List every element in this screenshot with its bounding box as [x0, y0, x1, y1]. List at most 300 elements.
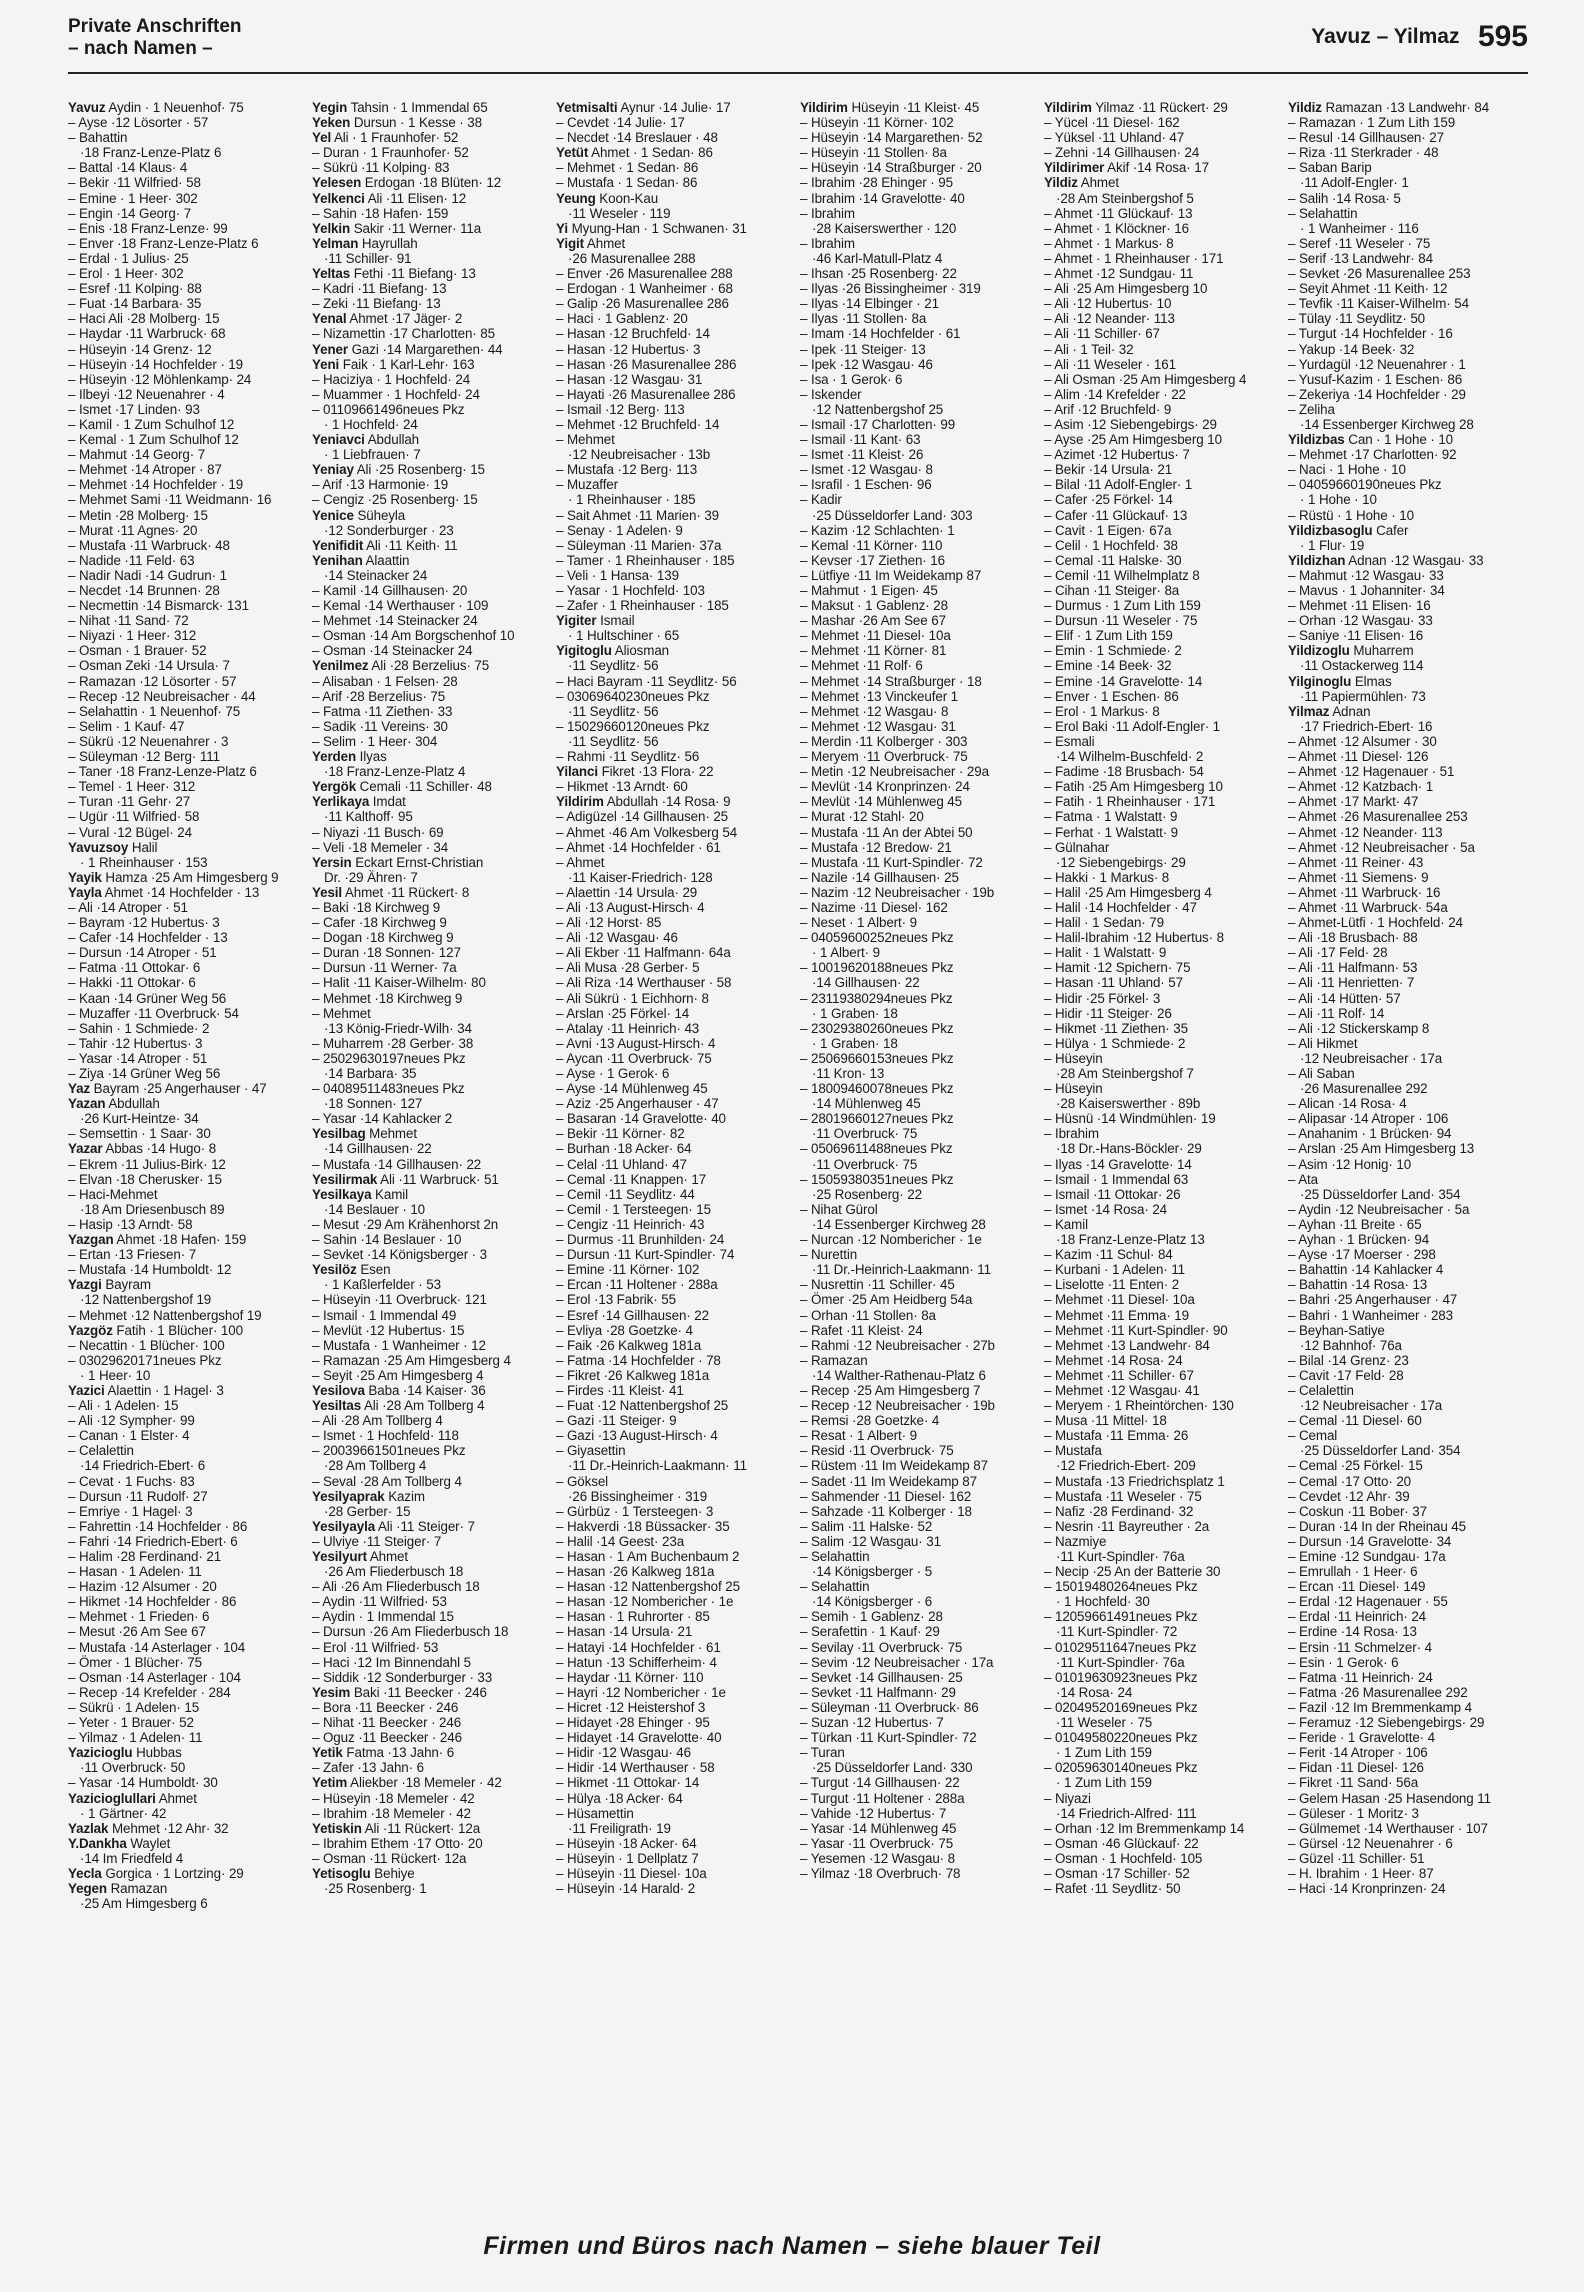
- directory-entry: ·28 Am Tollberg 4: [324, 1458, 427, 1474]
- directory-entry: – Alaettin ·14 Ursula· 29: [556, 884, 698, 900]
- directory-entry: – Bahattin ·14 Kahlacker 4: [1288, 1262, 1444, 1278]
- directory-entry: – Mehmet ·14 Steinacker 24: [312, 613, 478, 629]
- directory-entry: ·25 Düsseldorfer Land· 303: [812, 507, 973, 523]
- directory-entry: – Zafer · 1 Rheinhauser · 185: [556, 598, 729, 614]
- directory-entry: Yeung Koon-Kau: [556, 190, 659, 206]
- directory-entry: – Mehmet ·17 Charlotten· 92: [1288, 447, 1457, 463]
- directory-entry: ·12 Friedrich-Ebert· 209: [1056, 1458, 1196, 1474]
- directory-entry: ·13 König-Friedr-Wilh· 34: [324, 1020, 472, 1036]
- directory-entry: – Mehmet ·12 Wasgau· 31: [800, 718, 956, 734]
- directory-entry: – Zekeriya ·14 Hochfelder · 29: [1288, 386, 1466, 402]
- directory-entry: – Ayse ·12 Lösorter · 57: [68, 115, 209, 131]
- directory-entry: – Ahmet ·12 Neander· 113: [1288, 824, 1443, 840]
- directory-entry: – Ramazan ·12 Lösorter · 57: [68, 673, 237, 689]
- directory-entry: – 01109661496neues Pkz: [312, 401, 465, 417]
- directory-entry: – Aydin ·11 Wilfried· 53: [312, 1594, 447, 1610]
- directory-entry: – Firdes ·11 Kleist· 41: [556, 1382, 684, 1398]
- directory-entry: – Duran · 1 Fraunhofer· 52: [312, 145, 469, 161]
- directory-entry: – Haci · 1 Gablenz· 20: [556, 311, 688, 327]
- directory-entry: – Osman ·14 Asterlager · 104: [68, 1669, 241, 1685]
- directory-entry: Yenifidit Ali ·11 Keith· 11: [312, 537, 458, 553]
- directory-entry: – Saban Barip: [1288, 160, 1372, 176]
- directory-entry: – Dursun ·11 Weseler · 75: [1044, 613, 1198, 629]
- directory-entry: – Ayhan · 1 Brücken· 94: [1288, 1232, 1430, 1248]
- directory-entry: – Anahanim · 1 Brücken· 94: [1288, 1126, 1452, 1142]
- directory-entry: Yesilyaprak Kazim: [312, 1488, 425, 1504]
- directory-entry: – Ali ·13 August-Hirsch· 4: [556, 899, 705, 915]
- directory-entry: – Gülmemet ·14 Werthauser · 107: [1288, 1820, 1488, 1836]
- directory-entry: – Erol ·13 Fabrik· 55: [556, 1292, 676, 1308]
- directory-entry: – Nazime ·11 Diesel· 162: [800, 899, 948, 915]
- directory-entry: – Cemal ·11 Knappen· 17: [556, 1171, 707, 1187]
- directory-entry: – Zeliha: [1288, 401, 1335, 417]
- directory-entry: – Metin ·28 Molberg· 15: [68, 507, 208, 523]
- directory-entry: ·11 Overbruck· 75: [812, 1156, 918, 1172]
- directory-entry: · 1 Kaßlerfelder · 53: [324, 1277, 441, 1293]
- directory-entry: – Mustafa · 1 Wanheimer · 12: [312, 1337, 486, 1353]
- directory-entry: – Kemal ·11 Körner· 110: [800, 537, 943, 553]
- directory-entry: – Ismail ·11 Kant· 63: [800, 432, 921, 448]
- directory-entry: – Riza ·11 Sterkrader · 48: [1288, 145, 1439, 161]
- directory-entry: ·18 Sonnen· 127: [324, 1096, 423, 1112]
- directory-entry: ·25 Düsseldorfer Land· 330: [812, 1760, 973, 1776]
- directory-entry: ·28 Kaiserswerther · 89b: [1056, 1096, 1201, 1112]
- directory-entry: – Gazi ·13 August-Hirsch· 4: [556, 1428, 718, 1444]
- directory-entry: ·25 Düsseldorfer Land· 354: [1300, 1443, 1461, 1459]
- directory-entry: – 04059660190neues Pkz: [1288, 477, 1442, 493]
- directory-entry: – Ali ·12 Neander· 113: [1044, 311, 1175, 327]
- directory-entry: – 02059630140neues Pkz: [1044, 1760, 1198, 1776]
- directory-entry: – Recep ·12 Neubreisacher · 44: [68, 688, 256, 704]
- directory-entry: – Ibrahim ·28 Ehinger · 95: [800, 175, 953, 191]
- directory-entry: – Mustafa ·12 Bredow· 21: [800, 839, 952, 855]
- directory-entry: – Turgut ·14 Hochfelder · 16: [1288, 326, 1453, 342]
- directory-entry: – Nazile ·14 Gillhausen· 25: [800, 869, 959, 885]
- directory-entry: ·11 Overbruck· 50: [80, 1760, 186, 1776]
- directory-entry: Yazan Abdullah: [68, 1096, 160, 1112]
- directory-entry: – Ali ·12 Wasgau· 46: [556, 930, 678, 946]
- directory-entry: – Ahmet ·11 Warbruck· 54a: [1288, 899, 1448, 915]
- directory-entry: – Emrullah · 1 Heer· 6: [1288, 1564, 1418, 1580]
- directory-entry: – Mahmut ·14 Georg· 7: [68, 447, 206, 463]
- directory-entry: – Osman ·14 Steinacker 24: [312, 643, 473, 659]
- directory-entry: – Haydar ·11 Warbruck· 68: [68, 326, 226, 342]
- directory-entry: – Nazmiye: [1044, 1533, 1107, 1549]
- directory-entry: ·11 Freiligrath· 19: [568, 1820, 671, 1836]
- directory-entry: – Seval ·28 Am Tollberg 4: [312, 1473, 462, 1489]
- directory-entry: Yenilmez Ali ·28 Berzelius· 75: [312, 658, 490, 674]
- directory-entry: ·14 Walther-Rathenau-Platz 6: [812, 1367, 986, 1383]
- directory-entry: – Ismet ·17 Linden· 93: [68, 401, 200, 417]
- directory-entry: – Yasar ·14 Atroper · 51: [68, 1050, 208, 1066]
- directory-entry: – Mehmet ·14 Straßburger · 18: [800, 673, 982, 689]
- directory-entry: – Recep ·12 Neubreisacher · 19b: [800, 1398, 995, 1414]
- directory-entry: – Hüseyin ·14 Harald· 2: [556, 1881, 696, 1897]
- directory-entry: ·12 Nattenbergshof 19: [80, 1292, 212, 1308]
- page-number: 595: [1477, 20, 1528, 53]
- directory-entry: – Veli · 1 Hansa· 139: [556, 567, 679, 583]
- directory-entry: – Ömer · 1 Blücher· 75: [68, 1654, 202, 1670]
- directory-entry: – Ali ·12 Horst· 85: [556, 915, 662, 931]
- directory-entry: – Adigüzel ·14 Gillhausen· 25: [556, 809, 729, 825]
- directory-entry: – Ali ·17 Feld· 28: [1288, 945, 1388, 961]
- directory-entry: – Fatih · 1 Rheinhauser · 171: [1044, 794, 1216, 810]
- directory-entry: – Ihsan ·25 Rosenberg· 22: [800, 266, 957, 282]
- directory-entry: – Cafer ·25 Förkel· 14: [1044, 492, 1173, 508]
- directory-entry: · 1 Hochfeld· 30: [1056, 1594, 1150, 1610]
- directory-entry: – Ibrahim Ethem ·17 Otto· 20: [312, 1835, 483, 1851]
- directory-entry: – Kaan ·14 Grüner Weg 56: [68, 990, 227, 1006]
- directory-entry: – Yilmaz · 1 Adelen· 11: [68, 1730, 203, 1746]
- directory-entry: – Mehmet ·12 Wasgau· 41: [1044, 1382, 1200, 1398]
- directory-entry: Yazar Abbas ·14 Hugo· 8: [68, 1141, 217, 1157]
- directory-entry: – Ayse ·14 Mühlenweg 45: [556, 1081, 708, 1097]
- directory-entry: – Vahide ·12 Hubertus· 7: [800, 1805, 947, 1821]
- directory-entry: Yi Myung-Han · 1 Schwanen· 31: [556, 220, 747, 236]
- directory-entry: – Ilbeyi ·12 Neuenahrer · 4: [68, 386, 225, 402]
- directory-entry: – Hüsnü ·14 Windmühlen· 19: [1044, 1111, 1216, 1127]
- directory-entry: Yesilirmak Ali ·11 Warbruck· 51: [312, 1171, 499, 1187]
- directory-entry: – 12059661491neues Pkz: [1044, 1609, 1198, 1625]
- directory-entry: – Yüksel ·11 Uhland· 47: [1044, 130, 1185, 146]
- directory-entry: ·14 Im Friedfeld 4: [80, 1850, 184, 1866]
- directory-entry: – Hazim ·12 Alsumer · 20: [68, 1579, 217, 1595]
- directory-entry: – Necip ·25 An der Batterie 30: [1044, 1564, 1221, 1580]
- directory-entry: – Rahmi ·11 Seydlitz· 56: [556, 749, 700, 765]
- directory-entry: – Nurettin: [800, 1247, 858, 1263]
- directory-entry: – Ahmet ·11 Warbruck· 16: [1288, 884, 1441, 900]
- directory-entry: ·14 Steinacker 24: [324, 567, 428, 583]
- directory-entry: – Mehmet ·13 Vinckeufer 1: [800, 688, 959, 704]
- directory-entry: – Cemal: [1288, 1428, 1338, 1444]
- directory-entry: Yelman Hayrullah: [312, 235, 418, 251]
- directory-entry: – Recep ·14 Krefelder · 284: [68, 1684, 231, 1700]
- directory-entry: – Ahmet ·11 Siemens· 9: [1288, 869, 1429, 885]
- directory-entry: – Esref ·14 Gillhausen· 22: [556, 1307, 709, 1323]
- directory-entry: Yildirim Yilmaz ·11 Rückert· 29: [1044, 100, 1228, 115]
- directory-entry: – Ahmet · 1 Markus· 8: [1044, 235, 1174, 251]
- directory-entry: – Emine ·11 Körner· 102: [556, 1262, 700, 1278]
- directory-entry: – Sevim ·12 Neubreisacher · 17a: [800, 1654, 994, 1670]
- directory-entry: – Mustafa ·11 An der Abtei 50: [800, 824, 973, 840]
- directory-entry: – Mehmet ·11 Kurt-Spindler· 90: [1044, 1322, 1228, 1338]
- directory-entry: – Naci · 1 Hohe · 10: [1288, 462, 1406, 478]
- directory-entry: – Aycan ·11 Overbruck· 75: [556, 1050, 712, 1066]
- directory-entry: – Rafet ·11 Seydlitz· 50: [1044, 1881, 1181, 1897]
- directory-entry: – Mehmet · 1 Sedan· 86: [556, 160, 699, 176]
- directory-entry: – Enver · 1 Eschen· 86: [1044, 688, 1179, 704]
- directory-entry: – Kamil: [1044, 1216, 1088, 1232]
- directory-entry: – Mesut ·26 Am See 67: [68, 1624, 206, 1640]
- directory-entry: – Cemil · 1 Tersteegen· 15: [556, 1201, 711, 1217]
- directory-entry: – Ali ·12 Hubertus· 10: [1044, 296, 1172, 312]
- directory-entry: – Dursun ·14 Gravelotte· 34: [1288, 1533, 1452, 1549]
- directory-entry: – Serafettin · 1 Kauf· 29: [800, 1624, 940, 1640]
- directory-entry: – Fidan ·11 Diesel· 126: [1288, 1760, 1424, 1776]
- directory-entry: – Ali ·26 Am Fliederbusch 18: [312, 1579, 480, 1595]
- directory-entry: – Orhan ·12 Im Bremmenkamp 14: [1044, 1820, 1245, 1836]
- directory-entry: Yeken Dursun · 1 Kesse · 38: [312, 115, 482, 131]
- directory-entry: – Turgut ·14 Gillhausen· 22: [800, 1775, 960, 1791]
- directory-entry: – 18009460078neues Pkz: [800, 1081, 954, 1097]
- directory-entry: Yenal Ahmet ·17 Jäger· 2: [312, 311, 463, 327]
- directory-entry: – Halit · 1 Walstatt· 9: [1044, 945, 1167, 961]
- directory-entry: – Ahmet ·12 Alsumer · 30: [1288, 733, 1437, 749]
- directory-entry: – Mustafa ·14 Humboldt· 12: [68, 1262, 232, 1278]
- directory-entry: – Ömer ·25 Am Heidberg 54a: [800, 1292, 973, 1308]
- directory-entry: – Arif ·28 Berzelius· 75: [312, 688, 446, 704]
- directory-entry: – Ayhan ·11 Breite · 65: [1288, 1216, 1422, 1232]
- directory-entry: · 1 Rheinhauser · 185: [568, 492, 696, 508]
- directory-entry: ·11 Kurt-Spindler· 72: [1056, 1624, 1178, 1640]
- directory-entry: Yesilova Baba ·14 Kaiser· 36: [312, 1382, 486, 1398]
- directory-entry: ·26 Masurenallee 292: [1300, 1081, 1428, 1097]
- directory-entry: – Zafer ·13 Jahn· 6: [312, 1760, 424, 1776]
- directory-entry: – Hikmet ·11 Ziethen· 35: [1044, 1020, 1188, 1036]
- directory-entry: ·14 Essenberger Kirchweg 28: [1300, 416, 1474, 432]
- directory-entry: – Haci ·12 Im Binnendahl 5: [312, 1654, 471, 1670]
- directory-entry: – Sahin ·18 Hafen· 159: [312, 205, 449, 221]
- directory-entry: – Cemil ·11 Wilhelmplatz 8: [1044, 567, 1200, 583]
- directory-entry: – Ali · 1 Adelen· 15: [68, 1398, 179, 1414]
- section-title-line1: Private Anschriften: [68, 16, 242, 37]
- directory-entry: – Maksut · 1 Gablenz· 28: [800, 598, 948, 614]
- directory-entry: – Rüstü · 1 Hohe · 10: [1288, 507, 1414, 523]
- directory-entry: – Erdine ·14 Rosa· 13: [1288, 1624, 1417, 1640]
- directory-entry: · 1 Liebfrauen· 7: [324, 447, 421, 463]
- directory-entry: – Yesemen ·12 Wasgau· 8: [800, 1850, 956, 1866]
- directory-entry: – 15019480264neues Pkz: [1044, 1579, 1198, 1595]
- directory-entry: – Yücel ·11 Diesel· 162: [1044, 115, 1180, 131]
- directory-entry: – Ferit ·14 Atroper · 106: [1288, 1745, 1428, 1761]
- directory-entry: ·11 Ostackerweg 114: [1300, 658, 1424, 674]
- directory-entry: – Nihat Gürol: [800, 1201, 878, 1217]
- directory-entry: – Sahmender ·11 Diesel· 162: [800, 1488, 972, 1504]
- directory-entry: – Cemal ·17 Otto· 20: [1288, 1473, 1412, 1489]
- directory-entry: – Ali Ekber ·11 Halfmann· 64a: [556, 945, 731, 961]
- directory-entry: – Dursun ·11 Rudolf· 27: [68, 1488, 208, 1504]
- directory-entry: – Hatayi ·14 Hochfelder · 61: [556, 1639, 721, 1655]
- directory-entry: – Necdet ·14 Brunnen· 28: [68, 583, 220, 598]
- directory-entry: – Hicret ·12 Heistershof 3: [556, 1699, 706, 1715]
- directory-entry: – Mustafa ·11 Weseler · 75: [1044, 1488, 1202, 1504]
- directory-entry: – Asim ·12 Honig· 10: [1288, 1156, 1412, 1172]
- directory-entry: – Hüseyin ·14 Margarethen· 52: [800, 130, 983, 146]
- directory-entry: – Arslan ·25 Am Himgesberg 13: [1288, 1141, 1475, 1157]
- directory-entry: – Emine · 1 Heer· 302: [68, 190, 198, 206]
- directory-entry: – Mustafa ·14 Gillhausen· 22: [312, 1156, 482, 1172]
- directory-entry: – Ali ·11 Schiller· 67: [1044, 326, 1160, 342]
- directory-entry: – Nadide ·11 Feld· 63: [68, 552, 195, 568]
- directory-entry: – Engin ·14 Georg· 7: [68, 205, 192, 221]
- directory-entry: – 23119380294neues Pkz: [800, 990, 953, 1006]
- directory-entry: – Bayram ·12 Hubertus· 3: [68, 915, 220, 931]
- directory-entry: – Hidir ·25 Förkel· 3: [1044, 990, 1161, 1006]
- directory-entry: – Ali ·25 Am Himgesberg 10: [1044, 281, 1208, 297]
- directory-entry: Yeniavci Abdullah: [312, 432, 420, 448]
- directory-entry: – Cevdet ·12 Ahr· 39: [1288, 1488, 1410, 1504]
- directory-entry: – Ismet · 1 Hochfeld· 118: [312, 1428, 459, 1444]
- directory-entry: – Haciziya · 1 Hochfeld· 24: [312, 371, 471, 387]
- directory-entry: – Halil-Ibrahim ·12 Hubertus· 8: [1044, 930, 1224, 946]
- directory-entry: – Ipek ·11 Steiger· 13: [800, 341, 926, 357]
- directory-entry: – Feramuz ·12 Siebengebirgs· 29: [1288, 1715, 1485, 1731]
- directory-entry: – Bahattin ·14 Rosa· 13: [1288, 1277, 1428, 1293]
- directory-entry: – Selim · 1 Kauf· 47: [68, 718, 185, 734]
- directory-entry: – Ahmet ·12 Hagenauer · 51: [1288, 764, 1455, 780]
- directory-entry: – Cafer ·14 Hochfelder · 13: [68, 930, 228, 946]
- directory-entry: – Hüseyin ·14 Grenz· 12: [68, 341, 212, 357]
- directory-entry: – Cemal ·11 Diesel· 60: [1288, 1413, 1422, 1429]
- directory-entry: · 1 Hochfeld· 24: [324, 416, 418, 432]
- directory-entry: · 1 Hohe · 10: [1300, 492, 1377, 508]
- directory-entry: ·28 Am Steinbergshof 7: [1056, 1066, 1194, 1081]
- directory-entry: ·18 Franz-Lenze-Platz 4: [324, 764, 466, 780]
- directory-entry: – Erdogan · 1 Wanheimer · 68: [556, 281, 733, 297]
- directory-entry: Yildirim Abdullah ·14 Rosa· 9: [556, 794, 731, 810]
- directory-entry: – 25029630197neues Pkz: [312, 1050, 466, 1066]
- directory-entry: – Siddik ·12 Sonderburger · 33: [312, 1669, 493, 1685]
- directory-entry: – Halil ·25 Am Himgesberg 4: [1044, 884, 1212, 900]
- directory-entry: ·26 Bissingheimer · 319: [568, 1488, 708, 1504]
- directory-entry: ·25 Rosenberg· 1: [324, 1881, 427, 1897]
- directory-entry: Yilmaz Adnan: [1288, 703, 1371, 719]
- directory-entry: – Turan: [800, 1745, 845, 1761]
- directory-entry: – Alisaban · 1 Felsen· 28: [312, 673, 458, 689]
- directory-entry: – Fuat ·14 Barbara· 35: [68, 296, 202, 312]
- directory-entry: – Selahattin: [800, 1549, 870, 1564]
- directory-entry: ·25 Düsseldorfer Land· 354: [1300, 1186, 1461, 1202]
- directory-entry: – Nazim ·12 Neubreisacher · 19b: [800, 884, 995, 900]
- directory-entry: – Ahmet ·11 Glückauf· 13: [1044, 205, 1193, 221]
- directory-entry: – Israfil · 1 Eschen· 96: [800, 477, 932, 493]
- directory-entry: – Ismail ·17 Charlotten· 99: [800, 416, 956, 432]
- directory-entry: – Durmus ·11 Brunhilden· 24: [556, 1232, 725, 1248]
- directory-entry: – Ibrahim: [1044, 1126, 1099, 1142]
- directory-entry: – Duran ·14 In der Rheinau 45: [1288, 1518, 1466, 1534]
- directory-entry: Yazgan Ahmet ·18 Hafen· 159: [68, 1232, 247, 1248]
- directory-entry: – Mehmet Sami ·11 Weidmann· 16: [68, 492, 272, 508]
- directory-entry: – Gülnahar: [1044, 839, 1110, 855]
- directory-entry: – Mustafa ·11 Warbruck· 48: [68, 537, 230, 553]
- directory-entry: ·14 Beslauer · 10: [324, 1201, 426, 1217]
- directory-entry: – Resid ·11 Overbruck· 75: [800, 1443, 954, 1459]
- directory-entry: · 1 Gärtner· 42: [80, 1805, 167, 1821]
- directory-entry: – Hüseyin ·11 Overbruck· 121: [312, 1292, 487, 1308]
- directory-entry: – Giyasettin: [556, 1443, 626, 1459]
- directory-entry: – Erdal ·12 Hagenauer · 55: [1288, 1594, 1448, 1610]
- directory-entry: – Göksel: [556, 1473, 609, 1489]
- directory-entry: · 1 Rheinhauser · 153: [80, 854, 208, 870]
- directory-entry: – Ali ·14 Atroper · 51: [68, 899, 188, 915]
- directory-entry: – Ahmet ·46 Am Volkesberg 54: [556, 824, 738, 840]
- directory-entry: – Ali ·14 Hütten· 57: [1288, 990, 1401, 1006]
- directory-entry: – Cevat · 1 Fuchs· 83: [68, 1473, 195, 1489]
- directory-entry: – Ismail · 1 Immendal 49: [312, 1307, 457, 1323]
- directory-entry: Yelkin Sakir ·11 Werner· 11a: [312, 220, 482, 236]
- directory-entry: Yilanci Fikret ·13 Flora· 22: [556, 764, 714, 780]
- directory-entry: Yerden Ilyas: [312, 749, 387, 765]
- directory-entry: – Hasan ·12 Nattenbergshof 25: [556, 1579, 740, 1595]
- directory-entry: – Halil ·14 Hochfelder · 47: [1044, 899, 1197, 915]
- directory-entry: – Dursun ·26 Am Fliederbusch 18: [312, 1624, 509, 1640]
- directory-entry: Yesilyayla Ali ·11 Steiger· 7: [312, 1518, 475, 1534]
- directory-entry: ·28 Gerber· 15: [324, 1503, 411, 1519]
- directory-entry: Yavuz Aydin · 1 Neuenhof· 75: [68, 100, 244, 115]
- directory-entry: – Cevdet ·14 Julie· 17: [556, 115, 685, 131]
- directory-entry: – Mustafa ·14 Asterlager · 104: [68, 1639, 246, 1655]
- directory-entry: – Mustafa ·11 Kurt-Spindler· 72: [800, 854, 983, 870]
- directory-entry: – Hayati ·26 Masurenallee 286: [556, 386, 736, 402]
- directory-column-6: [1288, 100, 1526, 2215]
- directory-entry: – Sait Ahmet ·11 Marien· 39: [556, 507, 720, 523]
- directory-entry: – Fatma ·11 Ottokar· 6: [68, 960, 201, 976]
- directory-entry: – Ali ·11 Rolf· 14: [1288, 1005, 1385, 1021]
- directory-entry: Yecla Gorgica · 1 Lortzing· 29: [68, 1865, 244, 1881]
- directory-entry: – Bekir ·11 Körner· 82: [556, 1126, 685, 1142]
- directory-entry: – Güzel ·11 Schiller· 51: [1288, 1850, 1425, 1866]
- directory-entry: – Cavit ·17 Feld· 28: [1288, 1367, 1404, 1383]
- directory-entry: – Hatun ·13 Schifferheim· 4: [556, 1654, 717, 1670]
- directory-entry: – Ali Saban: [1288, 1066, 1355, 1081]
- directory-entry: – Ramazan: [800, 1352, 868, 1368]
- directory-entry: – Sevilay ·11 Overbruck· 75: [800, 1639, 963, 1655]
- directory-entry: Yildizbasoglu Cafer: [1288, 522, 1409, 538]
- directory-entry: – Musa ·11 Mittel· 18: [1044, 1413, 1167, 1429]
- directory-entry: – Hakki ·11 Ottokar· 6: [68, 975, 196, 991]
- directory-entry: – Mehmet ·11 Schiller· 67: [1044, 1367, 1194, 1383]
- directory-entry: – Tevfik ·11 Kaiser-Wilhelm· 54: [1288, 296, 1469, 312]
- directory-entry: ·11 Seydlitz· 56: [568, 703, 659, 719]
- directory-entry: – Ramazan ·25 Am Himgesberg 4: [312, 1352, 511, 1368]
- directory-entry: ·25 Am Himgesberg 6: [80, 1896, 208, 1912]
- directory-entry: Yazicioglullari Ahmet: [68, 1790, 197, 1806]
- directory-entry: – Hidir ·12 Wasgau· 46: [556, 1745, 691, 1761]
- section-title: [68, 16, 242, 60]
- directory-entry: ·14 Rosa· 24: [1056, 1684, 1133, 1700]
- directory-entry: ·26 Kurt-Heintze· 34: [80, 1111, 199, 1127]
- directory-entry: Yelkenci Ali ·11 Elisen· 12: [312, 190, 467, 206]
- directory-entry: – Ibrahim: [800, 235, 855, 251]
- directory-entry: – Enver ·18 Franz-Lenze-Platz 6: [68, 235, 259, 251]
- directory-entry: – Ismail · 1 Immendal 63: [1044, 1171, 1189, 1187]
- directory-entry: – Ahmet ·12 Sundgau· 11: [1044, 266, 1194, 282]
- directory-entry: – Salim ·12 Wasgau· 31: [800, 1533, 941, 1549]
- directory-entry: – Halil ·14 Geest· 23a: [556, 1533, 685, 1549]
- directory-entry: Yetüt Ahmet · 1 Sedan· 86: [556, 145, 713, 161]
- directory-entry: – Kazim ·12 Schlachten· 1: [800, 522, 955, 538]
- directory-entry: Yigitoglu Aliosman: [556, 643, 670, 659]
- directory-entry: – Necattin · 1 Blücher· 100: [68, 1337, 225, 1353]
- directory-entry: – Mustafa ·12 Berg· 113: [556, 462, 698, 478]
- directory-entry: Dr. ·29 Ähren· 7: [324, 869, 418, 885]
- directory-entry: – Hamit ·12 Spichern· 75: [1044, 960, 1191, 976]
- directory-entry: – Nihat ·11 Sand· 72: [68, 613, 189, 629]
- directory-entry: – Ahmet ·11 Diesel· 126: [1288, 749, 1429, 765]
- directory-entry: – Yurdagül ·12 Neuenahrer · 1: [1288, 356, 1466, 372]
- directory-entry: – Ahmet ·14 Hochfelder · 61: [556, 839, 721, 855]
- directory-entry: – Erol · 1 Markus· 8: [1044, 703, 1160, 719]
- directory-entry: – Bahri ·25 Angerhauser · 47: [1288, 1292, 1458, 1308]
- directory-entry: – Hasan ·12 Hubertus· 3: [556, 341, 701, 357]
- directory-entry: · 1 Flur· 19: [1300, 537, 1365, 553]
- directory-entry: – Ali Hikmet: [1288, 1035, 1358, 1051]
- directory-entry: ·18 Franz-Lenze-Platz 6: [80, 145, 222, 161]
- directory-entry: – Hasan ·12 Nombericher · 1e: [556, 1594, 734, 1610]
- directory-entry: – Haci-Mehmet: [68, 1186, 158, 1202]
- directory-entry: – Yilmaz ·18 Overbruch· 78: [800, 1865, 961, 1881]
- directory-entry: – Kemal · 1 Zum Schulhof 12: [68, 432, 239, 448]
